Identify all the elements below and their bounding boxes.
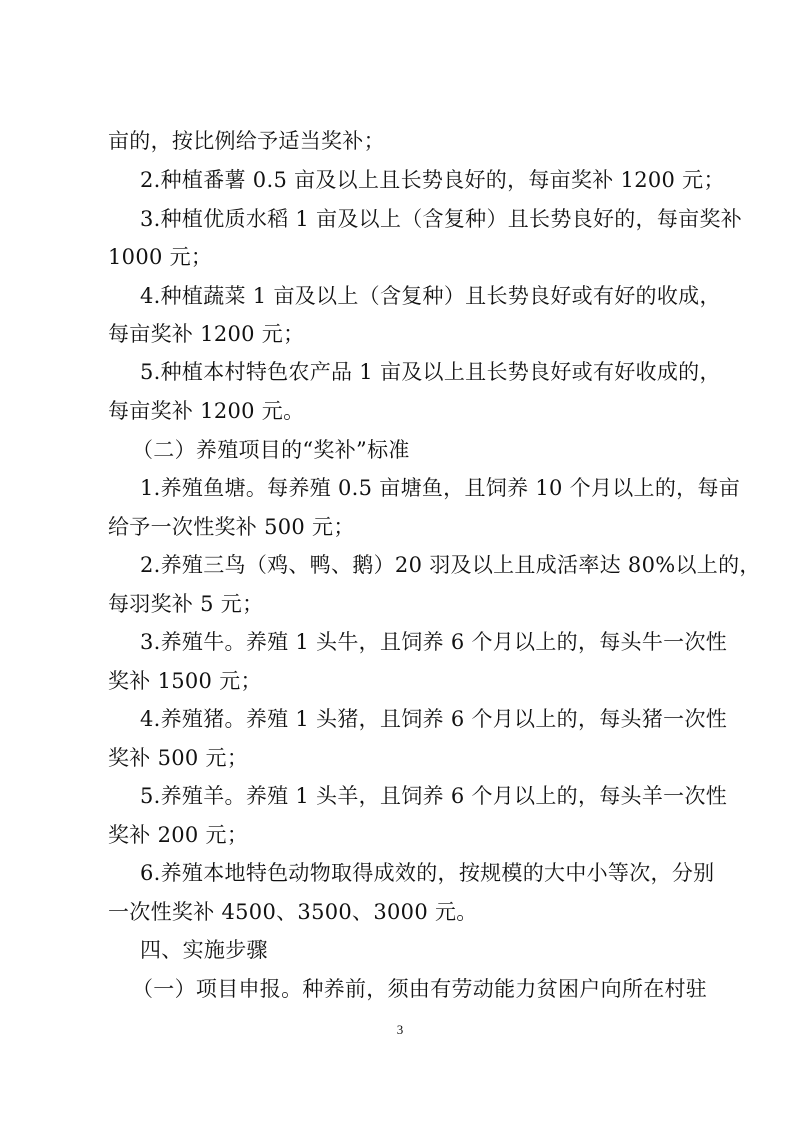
text-line: 1000 元； [108,245,213,269]
text-line: 给予一次性奖补 500 元； [108,515,355,539]
text-line: 5.养殖羊。养殖 1 头羊，且饲养 6 个月以上的，每头羊一次性 [140,784,728,808]
text-line: 每羽奖补 5 元； [108,592,264,616]
text-line: （一）项目申报。种养前，须由有劳动能力贫困户向所在村驻 [132,977,708,1001]
text-line: 1.养殖鱼塘。每养殖 0.5 亩塘鱼，且饲养 10 个月以上的，每亩 [140,476,741,500]
text-line: 一次性奖补 4500、3500、3000 元。 [108,900,478,924]
text-line: 2.种植番薯 0.5 亩及以上且长势良好的，每亩奖补 1200 元； [140,168,725,192]
text-line: 2.养殖三鸟（鸡、鸭、鹅）20 羽及以上且成活率达 80%以上的， [140,553,761,577]
text-line: 3.养殖牛。养殖 1 头牛，且饲养 6 个月以上的，每头牛一次性 [140,630,728,654]
text-line: 奖补 500 元； [108,746,249,770]
section-heading: 四、实施步骤 [140,938,268,962]
text-line: 奖补 200 元； [108,823,249,847]
section-heading: （二）养殖项目的“奖补”标准 [132,438,410,462]
text-line: 6.养殖本地特色动物取得成效的，按规模的大中小等次，分别 [140,861,715,885]
text-line: 每亩奖补 1200 元； [108,322,305,346]
text-line: 3.种植优质水稻 1 亩及以上（含复种）且长势良好的，每亩奖补 [140,207,743,231]
text-line: 奖补 1500 元； [108,669,262,693]
text-line: 4.种植蔬菜 1 亩及以上（含复种）且长势良好或有好的收成， [140,284,721,308]
text-line: 每亩奖补 1200 元。 [108,399,305,423]
page-number: 3 [396,1022,404,1037]
text-line: 亩的，按比例给予适当奖补； [108,129,385,153]
text-line: 5.种植本村特色农产品 1 亩及以上且长势良好或有好收成的， [140,360,721,384]
text-line: 4.养殖猪。养殖 1 头猪，且饲养 6 个月以上的，每头猪一次性 [140,707,728,731]
